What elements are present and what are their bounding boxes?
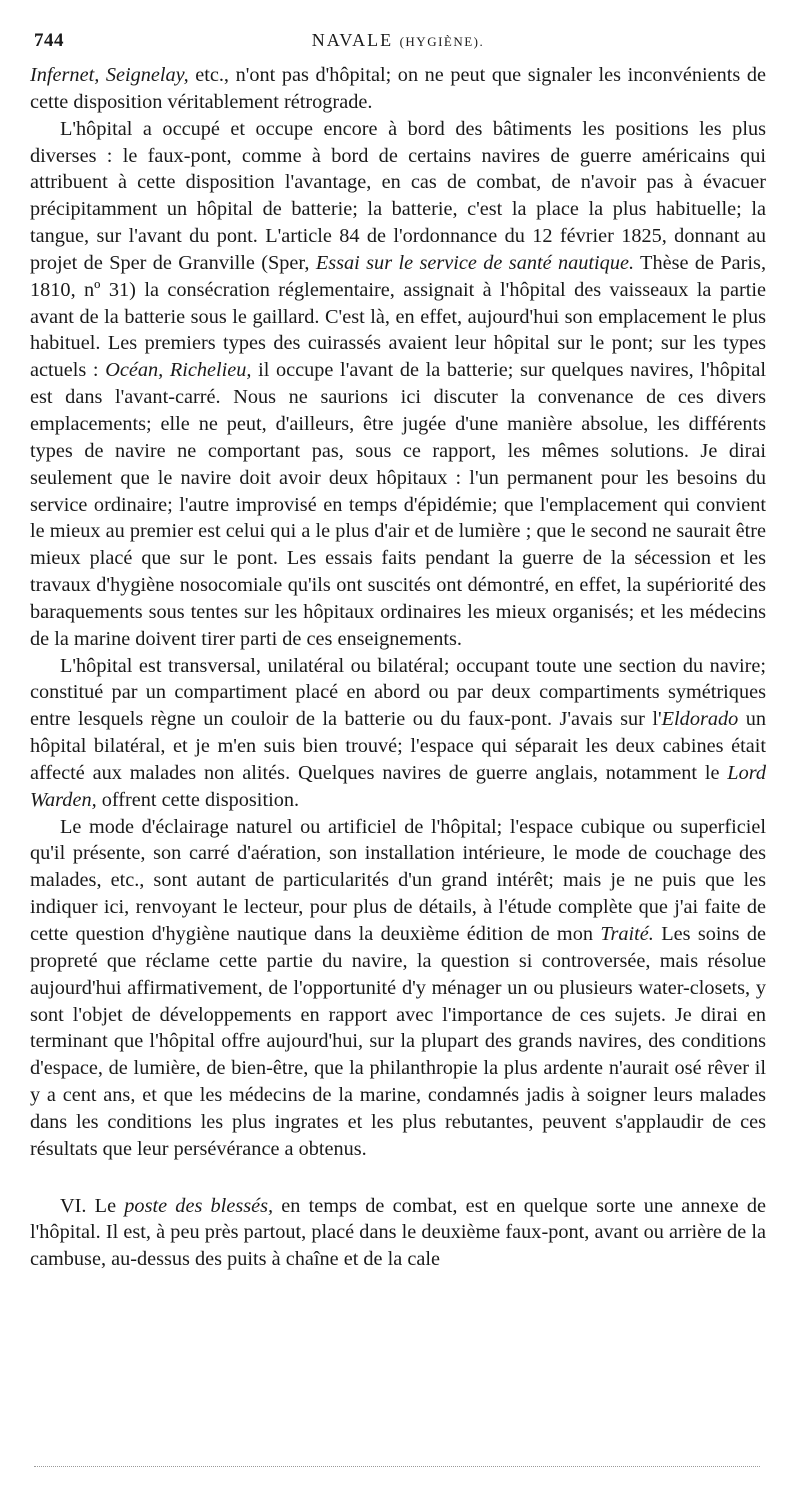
ship-names: Océan, Richelieu, [105,359,252,382]
running-title-main: NAVALE [311,30,394,50]
text-run: etc., n'ont pas d'hôpital; on ne peut que signaler les inconvénients de cette disposition véritablement rétrograde. [30,64,766,113]
text-run: un hôpital bilatéral, et je m'en suis bien trouvé; l'espace qui séparait les deux cabines était affecté aux malades non alités. Quelques navires de guerre anglais, notamment le [30,708,766,784]
ship-name: Eldorado [661,708,739,731]
ship-names: Infernet, Seignelay, [30,64,189,86]
text-run: offrent cette disposition. [96,788,300,811]
running-title [30,30,766,51]
body-text [30,62,766,1273]
footer-divider [34,1466,760,1467]
text-run: Thèse de Paris, 1810, nº 31) la consécration réglementaire, assignait à l'hôpital des vaisseaux la partie avant de la batterie sous le gaillard. C'est là, en effet, aujourd'hui son emplacement le plus habituel. Les premiers types des cuirassés avaient leur hôpital sur le pont; sur les types actuels : [30,251,767,382]
paragraph-hospital-positions [30,116,766,653]
text-run: VI. Le [60,1194,125,1217]
page-number: 744 [34,30,64,51]
term: poste des blessés, [124,1194,274,1217]
book-title: Traité. [600,923,654,945]
book-title: Essai sur le service de santé nautique. [315,251,635,274]
paragraph-hospital-types [30,653,766,814]
running-title-subject: (HYGIÈNE). [399,34,485,49]
text-run: Le mode d'éclairage naturel ou artificiel de l'hôpital; l'espace cubique ou superficiel qu'il présente, son carré d'aération, son installation intérieure, le mode de couchage des malades, etc., sont autant de particularités d'un grand intérêt; mais je ne puis que les indiquer ici, renvoyant le lecteur, pour plus de détails, à l'étude complète que j'ai faite de cette question d'hygiène nautique dans la deuxième édition de mon [30,815,766,945]
text-run: il occupe l'avant de la batterie; sur quelques navires, l'hôpital est dans l'avant-carré. Nous ne saurions ici discuter la convenance de ces divers emplacements; elle ne peut, d'ailleurs, être jugée d'une manière absolue, les différents types de navire ne comportant pas, sous ce rapport, les mêmes solutions. Je dirai seulement que le navire doit avoir deux hôpitaux : l'un permanent pour les besoins du service ordinaire; l'autre improvisé en temps d'épidémie; que l'emplacement qui convient le mieux au premier est celui qui a le plus d'air et de lumière ; que le second ne saurait être mieux placé que sur le pont. Les essais faits pendant la guerre de la sécession et les travaux d'hygiène nosocomiale qu'ils ont suscités ont démontré, en effet, la supériorité des baraquements sous tentes sur les hôpitaux ordinaires les mieux organisés; et les médecins de la marine doivent tirer parti de ces enseignements. [30,359,766,650]
paragraph-continuation [30,62,766,116]
page [30,26,766,1273]
running-header [30,26,766,62]
text-run: en temps de combat, est en quelque sorte une annexe de l'hôpital. Il est, à peu près partout, placé dans le deuxième faux-pont, avant ou arrière de la cambuse, au-dessus des puits à chaîne et de la cale [30,1194,766,1271]
paragraph-section-vi [30,1193,766,1274]
text-run: Les soins de propreté que réclame cette partie du navire, la question si controversée, mais résolue aujourd'hui affirmativement, de l'opportunité d'y ménager un ou plusieurs water-closets, y sont l'objet de développements en rapport avec l'importance de ces sujets. Je dirai en terminant que l'hôpital offre aujourd'hui, sur la plupart des grands navires, des conditions d'espace, de lumière, de bien-être, que la philanthropie la plus ardente n'aurait osé rêver il y a cent ans, et que les médecins de la marine, condamnés jadis à soigner leurs malades dans les conditions les plus ingrates et les plus rebutantes, peuvent s'applaudir de ces résultats que leur persévérance a obtenus. [30,923,766,1160]
ship-name: Lord Warden, [30,761,766,811]
text-run: L'hôpital a occupé et occupe encore à bord des bâtiments les positions les plus diverses : le faux-pont, comme à bord de certains navires de guerre américains qui attribuent à cette disposition l'avantage, en cas de combat, de n'avoir pas à évacuer précipitamment un hôpital de batterie; la batterie, c'est la place la plus habituelle; la tangue, sur l'avant du pont. L'article 84 de l'ordonnance du 12 février 1825, donnant au projet de Sper de Granville (Sper, [30,117,766,274]
text-run: L'hôpital est transversal, unilatéral ou bilatéral; occupant toute une section du navire; constitué par un compartiment placé en abord ou par deux compartiments symétriques entre lesquels règne un couloir de la batterie ou du faux-pont. J'avais sur l' [30,654,766,731]
paragraph-lighting [30,814,766,1163]
